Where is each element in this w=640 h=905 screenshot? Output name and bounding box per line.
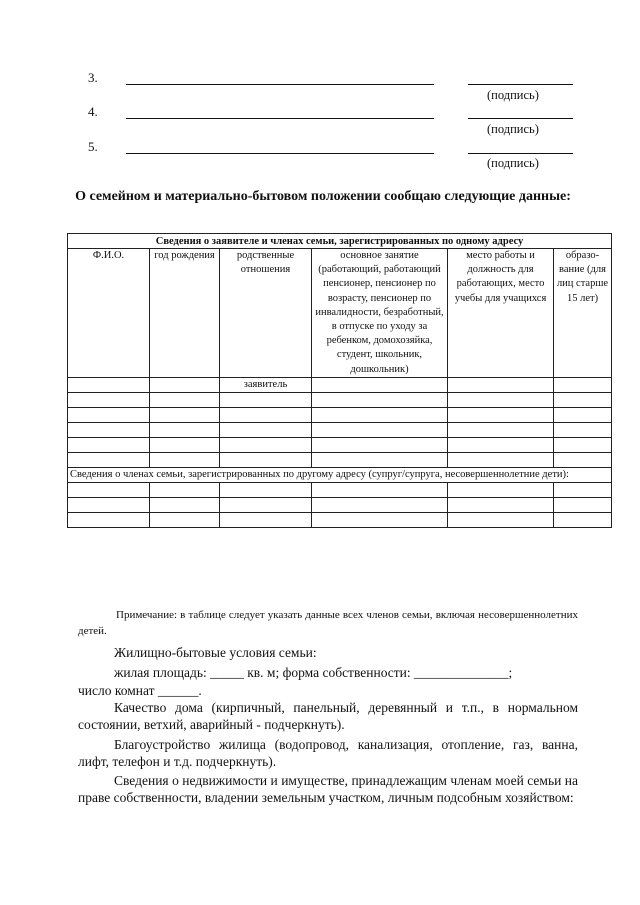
table-cell[interactable] bbox=[312, 377, 448, 392]
table-cell[interactable] bbox=[312, 453, 448, 468]
name-line bbox=[126, 153, 434, 154]
table-row bbox=[68, 408, 612, 423]
table-cell[interactable] bbox=[220, 438, 312, 453]
table-cell[interactable] bbox=[68, 498, 150, 513]
section-heading: О семейном и материально-бытовом положении сообщаю следующие данные: bbox=[75, 189, 571, 204]
applicant-relation-cell: заявитель bbox=[220, 377, 312, 392]
table-row bbox=[68, 423, 612, 438]
rooms-line: число комнат ______. bbox=[78, 683, 202, 698]
table-row bbox=[68, 498, 612, 513]
signature-number: 5. bbox=[88, 139, 98, 154]
signature-line bbox=[468, 153, 573, 154]
table-cell[interactable] bbox=[554, 438, 612, 453]
other-address-caption: Сведения о членах семьи, зарегистрированных по другому адресу (супруг/супруга, несовершеннолетние дети): bbox=[68, 468, 612, 483]
table-cell[interactable] bbox=[554, 498, 612, 513]
signature-number: 4. bbox=[88, 104, 98, 119]
table-row bbox=[68, 438, 612, 453]
header-education: образо-вание (для лиц старше 15 лет) bbox=[554, 249, 612, 378]
table-cell[interactable] bbox=[448, 423, 554, 438]
table-cell[interactable] bbox=[68, 438, 150, 453]
table-cell[interactable] bbox=[554, 377, 612, 392]
table-cell[interactable] bbox=[448, 498, 554, 513]
table-cell[interactable] bbox=[220, 453, 312, 468]
table-cell[interactable] bbox=[150, 483, 220, 498]
family-table bbox=[67, 233, 612, 528]
header-occupation: основное занятие (работающий, работающий пенсионер, пенсионер по возрасту, пенсионер по инвалидности, безработный, в отпуске по уходу за ребенком, домохозяйка, студент, школьник, дошкольник) bbox=[312, 249, 448, 378]
table-cell[interactable] bbox=[150, 498, 220, 513]
table-caption: Сведения о заявителе и членах семьи, зарегистрированных по одному адресу bbox=[68, 234, 612, 249]
table-cell[interactable] bbox=[448, 377, 554, 392]
table-cell[interactable] bbox=[554, 483, 612, 498]
signature-line bbox=[468, 118, 573, 119]
table-cell[interactable] bbox=[68, 408, 150, 423]
table-cell[interactable] bbox=[448, 483, 554, 498]
table-row bbox=[68, 513, 612, 528]
table-cell[interactable] bbox=[448, 408, 554, 423]
table-cell[interactable] bbox=[448, 453, 554, 468]
header-fio: Ф.И.О. bbox=[68, 249, 150, 378]
table-cell[interactable] bbox=[448, 513, 554, 528]
table-cell[interactable] bbox=[554, 408, 612, 423]
table-cell[interactable] bbox=[220, 393, 312, 408]
signature-row-3 bbox=[88, 70, 578, 90]
table-cell[interactable] bbox=[448, 393, 554, 408]
table-row bbox=[68, 483, 612, 498]
signature-row-4 bbox=[88, 104, 578, 124]
table-cell[interactable] bbox=[312, 513, 448, 528]
header-relation: родственные отношения bbox=[220, 249, 312, 378]
house-quality: Качество дома (кирпичный, панельный, деревянный и т.п., в нормальном состоянии, ветхий, аварийный - подчеркнуть). bbox=[78, 700, 578, 732]
table-row bbox=[68, 453, 612, 468]
living-conditions-title: Жилищно-бытовые условия семьи: bbox=[114, 645, 317, 660]
table-cell[interactable] bbox=[150, 513, 220, 528]
table-cell[interactable] bbox=[312, 483, 448, 498]
table-cell[interactable] bbox=[220, 423, 312, 438]
table-cell[interactable] bbox=[150, 393, 220, 408]
table-cell[interactable] bbox=[68, 453, 150, 468]
table-cell[interactable] bbox=[150, 453, 220, 468]
table-cell[interactable] bbox=[68, 393, 150, 408]
table-cell[interactable] bbox=[312, 423, 448, 438]
table-cell[interactable] bbox=[220, 483, 312, 498]
name-line bbox=[126, 118, 434, 119]
table-cell[interactable] bbox=[150, 377, 220, 392]
table-cell[interactable] bbox=[312, 438, 448, 453]
header-workplace: место работы и должность для работающих, место учебы для учащихся bbox=[448, 249, 554, 378]
signature-caption: (подпись) bbox=[487, 88, 539, 102]
table-cell[interactable] bbox=[220, 498, 312, 513]
table-cell[interactable] bbox=[312, 498, 448, 513]
signature-caption: (подпись) bbox=[487, 156, 539, 170]
table-cell[interactable] bbox=[554, 423, 612, 438]
table-cell[interactable] bbox=[312, 408, 448, 423]
table-cell[interactable] bbox=[312, 393, 448, 408]
table-cell[interactable] bbox=[150, 438, 220, 453]
amenities: Благоустройство жилища (водопровод, канализация, отопление, газ, ванна, лифт, телефон и т.д. подчеркнуть). bbox=[78, 737, 578, 769]
table-cell[interactable] bbox=[68, 423, 150, 438]
table-cell[interactable] bbox=[220, 408, 312, 423]
table-cell[interactable] bbox=[554, 393, 612, 408]
name-line bbox=[126, 84, 434, 85]
table-cell[interactable] bbox=[68, 377, 150, 392]
table-cell[interactable] bbox=[150, 423, 220, 438]
table-cell[interactable] bbox=[554, 453, 612, 468]
table-note: Примечание: в таблице следует указать данные всех членов семьи, включая несовершеннолетних детей. bbox=[78, 609, 578, 637]
signature-number: 3. bbox=[88, 70, 98, 85]
table-cell[interactable] bbox=[68, 513, 150, 528]
table-cell[interactable] bbox=[554, 513, 612, 528]
table-cell[interactable] bbox=[68, 483, 150, 498]
living-area-line: жилая площадь: _____ кв. м; форма собственности: ______________; bbox=[114, 665, 513, 680]
table-row bbox=[68, 393, 612, 408]
signature-caption: (подпись) bbox=[487, 122, 539, 136]
signature-line bbox=[468, 84, 573, 85]
table-cell[interactable] bbox=[150, 408, 220, 423]
header-birth-year: год рождения bbox=[150, 249, 220, 378]
property-info: Сведения о недвижимости и имуществе, принадлежащим членам моей семьи на праве собственности, владении земельным участком, личным подсобным хозяйством: bbox=[78, 773, 578, 805]
table-cell[interactable] bbox=[448, 438, 554, 453]
table-cell[interactable] bbox=[220, 513, 312, 528]
